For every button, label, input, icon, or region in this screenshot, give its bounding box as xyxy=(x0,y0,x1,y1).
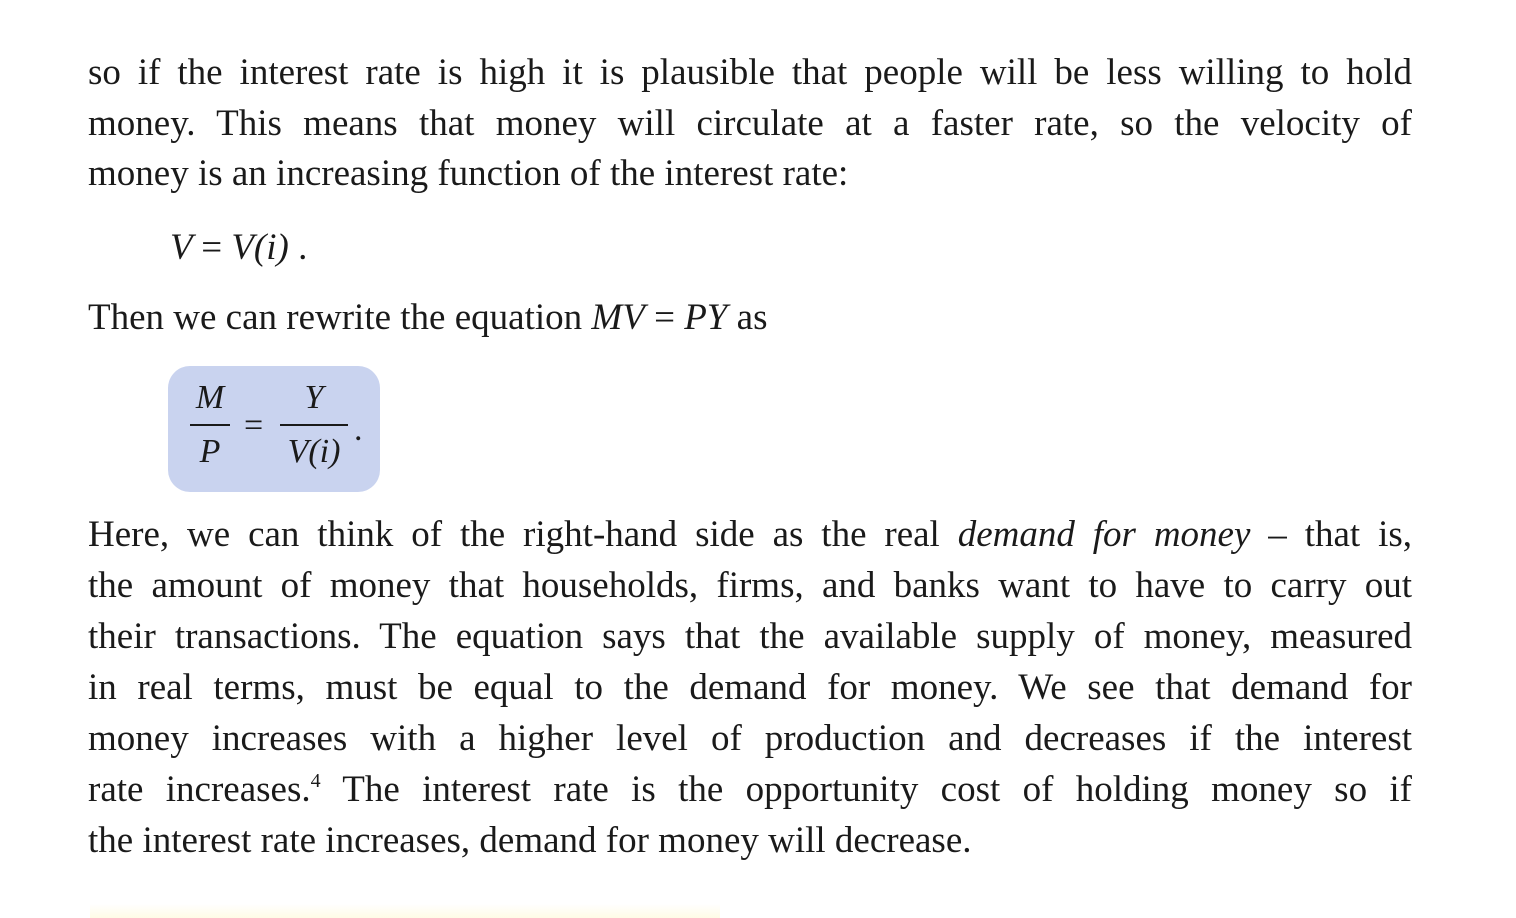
fraction-denominator: V(i) xyxy=(287,433,341,470)
paragraph-text: – that is, xyxy=(1250,514,1412,555)
fraction-y-over-vi xyxy=(280,378,348,472)
math-mv: MV xyxy=(591,297,645,338)
math-py: PY xyxy=(684,297,728,338)
fraction-numerator: M xyxy=(195,379,225,416)
paragraph-line xyxy=(88,509,1412,560)
math-equals: = xyxy=(644,297,685,338)
fraction-m-over-p xyxy=(190,378,230,472)
eq-period: . xyxy=(298,227,308,268)
eq-lhs: V xyxy=(170,227,192,268)
sentence-tail: as xyxy=(727,297,768,338)
emphasis-demand-for-money: demand for money xyxy=(957,514,1251,555)
paragraph-line: the interest rate increases, demand for money will decrease. xyxy=(88,820,972,861)
fraction-denominator: P xyxy=(199,433,221,470)
fraction-bar xyxy=(280,424,348,426)
sentence-text: Then we can rewrite the equation xyxy=(88,297,592,338)
fraction-bar xyxy=(190,424,230,426)
paragraph-text: rate increases. xyxy=(88,769,311,810)
paragraph-line: so if the interest rate is high it is plausible that people will be less willing to hold xyxy=(88,52,1412,93)
paragraph-line: money is an increasing function of the interest rate: xyxy=(88,153,849,194)
equation-velocity xyxy=(170,222,307,273)
paragraph-text: The interest rate is the opportunity cost of holding money so if xyxy=(320,769,1412,810)
sentence-rewrite xyxy=(88,292,1412,343)
paragraph-line: in real terms, must be equal to the demand for money. We see that demand for xyxy=(88,667,1412,708)
cut-off-next-line xyxy=(90,904,720,918)
eq-rhs: V(i) xyxy=(231,227,289,268)
eq-equals: = xyxy=(244,407,264,444)
paragraph-line xyxy=(88,764,1412,815)
paragraph-line: the amount of money that households, firms, and banks want to have to carry out xyxy=(88,565,1412,606)
footnote-marker[interactable]: 4 xyxy=(310,770,321,792)
paragraph-line: money. This means that money will circulate at a faster rate, so the velocity of xyxy=(88,103,1412,144)
paragraph-text: Here, we can think of the right-hand side as the real xyxy=(88,514,958,555)
fraction-numerator: Y xyxy=(304,379,324,416)
paragraph-line: money increases with a higher level of production and decreases if the interest xyxy=(88,718,1412,759)
eq-equals: = xyxy=(201,227,223,268)
highlighted-equation-box xyxy=(168,366,380,492)
eq-period: . xyxy=(354,411,363,448)
paragraph-line: their transactions. The equation says that the available supply of money, measured xyxy=(88,616,1412,657)
